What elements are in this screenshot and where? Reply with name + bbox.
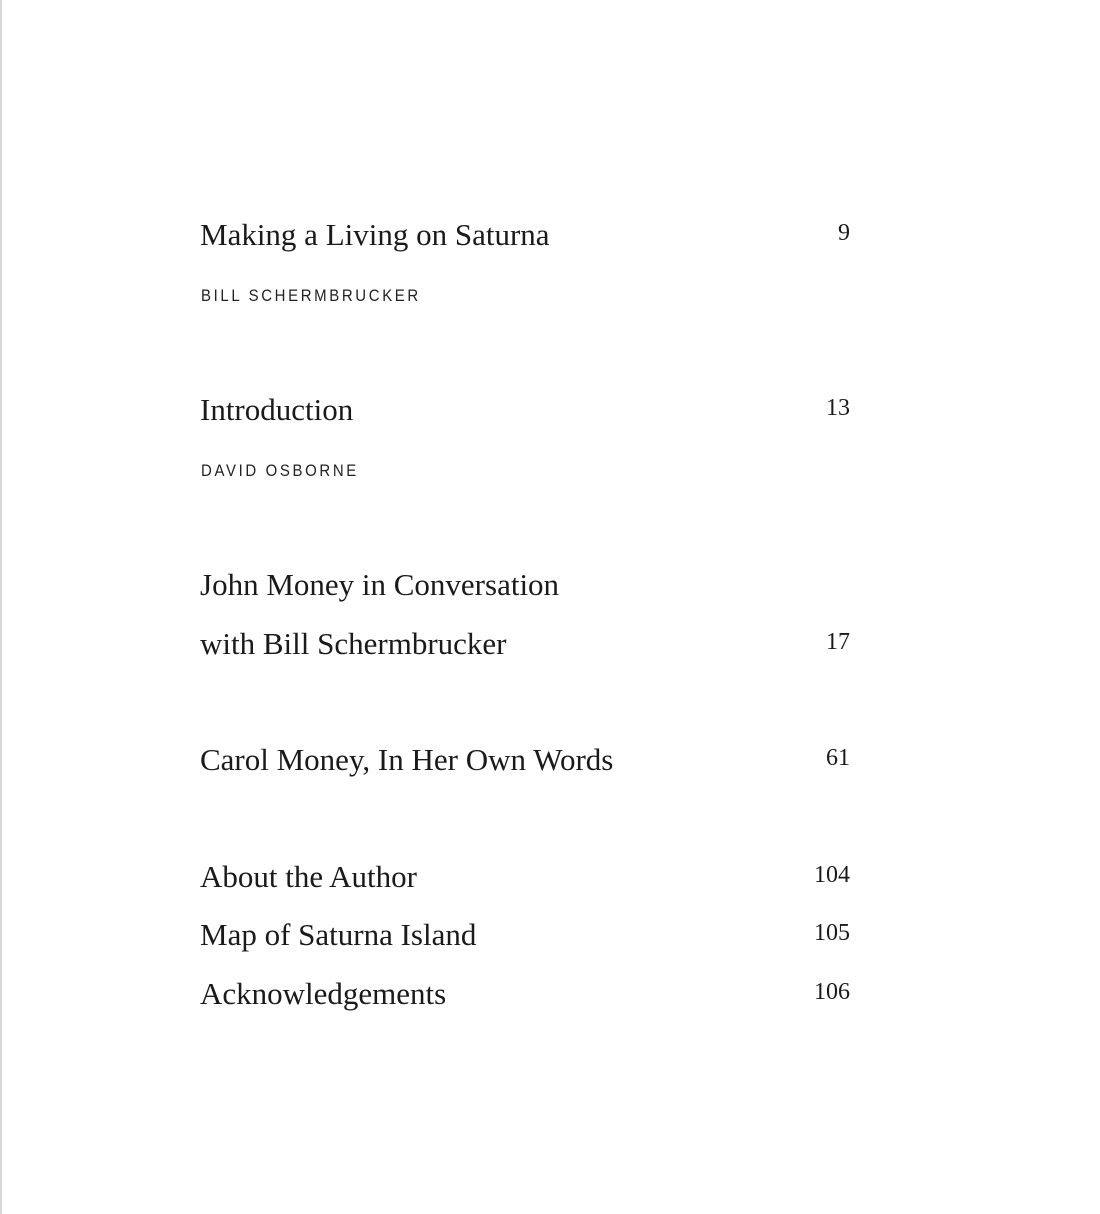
toc-entry-page-number: 13 bbox=[826, 395, 850, 421]
page-edge bbox=[0, 0, 2, 1214]
toc-entry-title: Introduction bbox=[200, 392, 354, 427]
toc-entry-title: John Money in Conversation bbox=[200, 567, 560, 602]
toc-entry-page-number: 105 bbox=[814, 920, 850, 946]
toc-entry-title: Carol Money, In Her Own Words bbox=[200, 742, 614, 777]
toc-entry-title: with Bill Schermbrucker bbox=[200, 626, 507, 661]
toc-entry-author: DAVID OSBORNE bbox=[201, 461, 359, 480]
table-of-contents bbox=[200, 0, 850, 1214]
toc-entry-page-number: 104 bbox=[814, 862, 850, 888]
toc-entry-page-number: 61 bbox=[826, 745, 850, 771]
toc-entry-title: About the Author bbox=[200, 859, 417, 894]
toc-entry-title: Making a Living on Saturna bbox=[200, 217, 550, 252]
toc-entry-page-number: 17 bbox=[826, 629, 850, 655]
toc-entry-page-number: 9 bbox=[838, 220, 850, 246]
toc-entry-author: BILL SCHERMBRUCKER bbox=[201, 286, 421, 305]
toc-entry-page-number: 106 bbox=[814, 979, 850, 1005]
toc-entry-title: Acknowledgements bbox=[200, 976, 447, 1011]
toc-entry-title: Map of Saturna Island bbox=[200, 917, 477, 952]
